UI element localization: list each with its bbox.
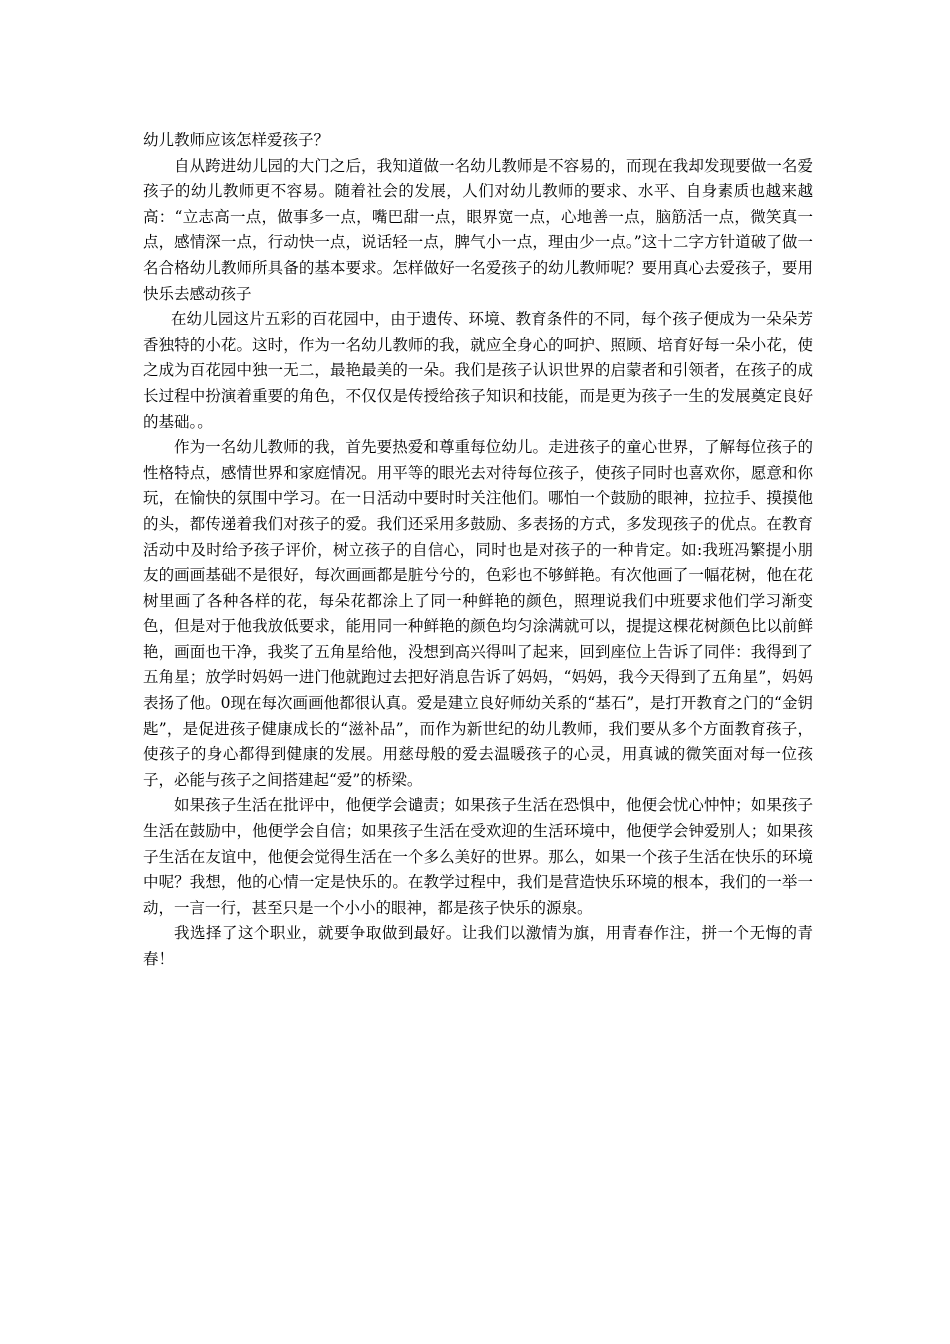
paragraph-conclusion: 我选择了这个职业，就要争取做到最好。让我们以激情为旗，用青春作注，拼一个无悔的青春！ [143, 924, 813, 968]
document-page [143, 128, 813, 973]
paragraph-environment: 如果孩子生活在批评中，他便学会谴责；如果孩子生活在恐惧中，他便会忧心忡忡；如果孩子生活在鼓励中，他便学会自信；如果孩子生活在受欢迎的生活环境中，他便学会钟爱别人；如果孩子生活在友谊中，他便会觉得生活在一个多么美好的世界。那么，如果一个孩子生活在快乐的环境中呢？我想，他的心情一定是快乐的。在教学过程中，我们是营造快乐环境的根本，我们的一举一动，一言一行，甚至只是一个小小的眼神，都是孩子快乐的源泉。 [143, 796, 813, 917]
paragraph-garden: 在幼儿园这片五彩的百花园中，由于遗传、环境、教育条件的不同，每个孩子便成为一朵朵芳香独特的小花。这时，作为一名幼儿教师的我，就应全身心的呵护、照顾、培育好每一朵小花，使之成为百花园中独一无二，最艳最美的一朵。我们是孩子认识世界的启蒙者和引领者，在孩子的成长过程中扮演着重要的角色，不仅仅是传授给孩子知识和技能，而是更为孩子一生的发展奠定良好的基础。。 [143, 310, 813, 431]
paragraph-respect: 作为一名幼儿教师的我，首先要热爱和尊重每位幼儿。走进孩子的童心世界，了解每位孩子的性格特点，感情世界和家庭情况。用平等的眼光去对待每位孩子，使孩子同时也喜欢你，愿意和你玩，在愉快的氛围中学习。在一日活动中要时时关注他们。哪怕一个鼓励的眼神，拉拉手、摸摸他的头，都传递着我们对孩子的爱。我们还采用多鼓励、多表扬的方式，多发现孩子的优点。在教育活动中及时给予孩子评价，树立孩子的自信心，同时也是对孩子的一种肯定。如:我班冯繁提小朋友的画画基础不是很好，每次画画都是脏兮兮的，色彩也不够鲜艳。有次他画了一幅花树，他在花树里画了各种各样的花，每朵花都涂上了同一种鲜艳的颜色，照理说我们中班要求他们学习渐变色，但是对于他我放低要求，能用同一种鲜艳的颜色均匀涂满就可以，提提这棵花树颜色比以前鲜艳，画面也干净，我奖了五角星给他，没想到高兴得叫了起来，回到座位上告诉了同伴：我得到了五角星；放学时妈妈一进门他就跑过去把好消息告诉了妈妈，“妈妈，我今天得到了五角星”，妈妈表扬了他。0现在每次画画他都很认真。爱是建立良好师幼关系的“基石”，是打开教育之门的“金钥匙”，是促进孩子健康成长的“滋补品”，而作为新世纪的幼儿教师，我们要从多个方面教育孩子，使孩子的身心都得到健康的发展。用慈母般的爱去温暖孩子的心灵，用真诚的微笑面对每一位孩子，必能与孩子之间搭建起“爱”的桥梁。 [143, 438, 813, 789]
document-title: 幼儿教师应该怎样爱孩子？ [143, 131, 330, 149]
paragraph-intro: 自从跨进幼儿园的大门之后，我知道做一名幼儿教师是不容易的，而现在我却发现要做一名爱孩子的幼儿教师更不容易。随着社会的发展，人们对幼儿教师的要求、水平、自身素质也越来越高：“立志高一点，做事多一点，嘴巴甜一点，眼界宽一点，心地善一点，脑筋活一点，微笑真一点，感情深一点，行动快一点，说话轻一点，脾气小一点，理由少一点。”这十二字方针道破了做一名合格幼儿教师所具备的基本要求。怎样做好一名爱孩子的幼儿教师呢？要用真心去爱孩子，要用快乐去感动孩子 [143, 156, 813, 303]
